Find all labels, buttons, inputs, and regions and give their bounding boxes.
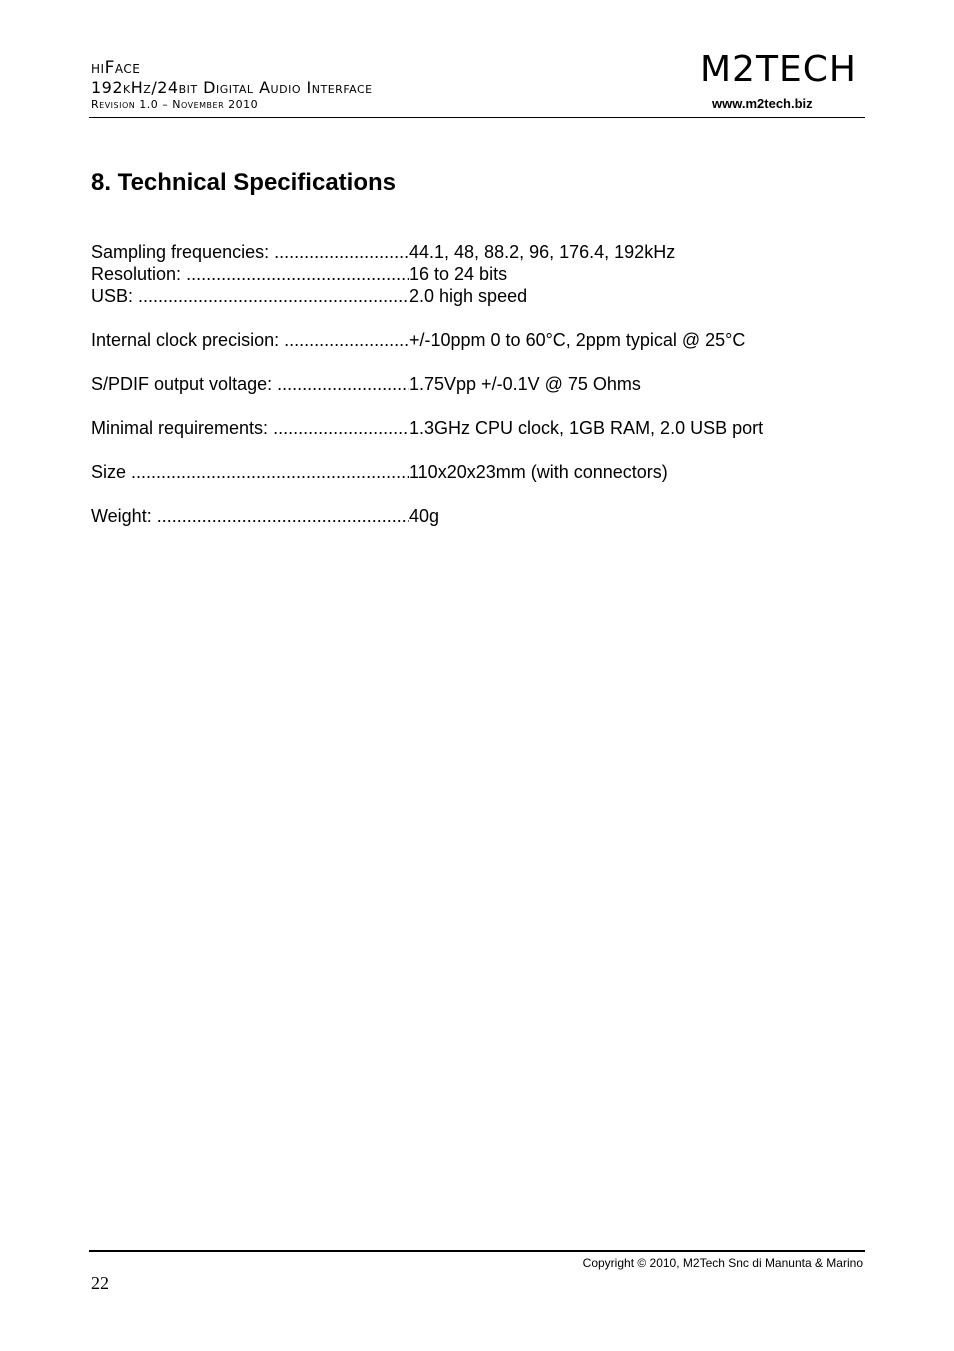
m2tech-logo: M2TECH (700, 49, 857, 90)
spec-group-requirements (91, 417, 871, 439)
spec-label: S/PDIF output voltage: ..... (91, 373, 409, 395)
spec-group-size (91, 461, 871, 483)
spec-row (91, 329, 871, 351)
spec-value: 1.3GHz CPU clock, 1GB RAM, 2.0 USB port (409, 418, 764, 438)
spec-group-clock (91, 329, 871, 351)
spec-group-spdif (91, 373, 871, 395)
footer-divider (89, 1250, 865, 1252)
spec-value: +/-10ppm 0 to 60°C, 2ppm typical @ 25°C (409, 330, 746, 350)
spec-list (91, 241, 871, 549)
spec-row (91, 263, 871, 285)
product-subtitle: 192kHz/24bit Digital Audio Interface (91, 78, 373, 97)
spec-label: Internal clock precision: ..... (91, 329, 409, 351)
product-name: hiFace (91, 58, 141, 78)
spec-label: Minimal requirements: ..... (91, 417, 409, 439)
spec-label: Resolution: ..... (91, 263, 409, 285)
spec-label: Weight: ..... (91, 505, 409, 527)
revision-info: Revision 1.0 – November 2010 (91, 98, 259, 111)
spec-label: Sampling frequencies: ..... (91, 241, 409, 263)
page-number: 22 (91, 1273, 109, 1293)
spec-value: 1.75Vpp +/-0.1V @ 75 Ohms (409, 374, 641, 394)
spec-value: 44.1, 48, 88.2, 96, 176.4, 192kHz (409, 242, 676, 262)
spec-label: Size ..... (91, 461, 409, 483)
copyright-notice: Copyright © 2010, M2Tech Snc di Manunta & Marino (582, 1256, 863, 1270)
spec-row (91, 373, 871, 395)
spec-group-weight (91, 505, 871, 527)
spec-value: 16 to 24 bits (409, 264, 508, 284)
section-title: 8. Technical Specifications (91, 169, 396, 196)
header-divider (89, 117, 865, 118)
spec-row (91, 285, 871, 307)
spec-value: 2.0 high speed (409, 286, 528, 306)
spec-row (91, 417, 871, 439)
spec-row (91, 461, 871, 483)
spec-value: 110x20x23mm (with connectors) (409, 462, 668, 482)
spec-label: USB: ..... (91, 285, 409, 307)
website-url: www.m2tech.biz (712, 96, 813, 111)
spec-value: 40g (409, 506, 440, 526)
spec-row (91, 241, 871, 263)
document-header (91, 58, 373, 111)
spec-group-audio (91, 241, 871, 307)
spec-row (91, 505, 871, 527)
